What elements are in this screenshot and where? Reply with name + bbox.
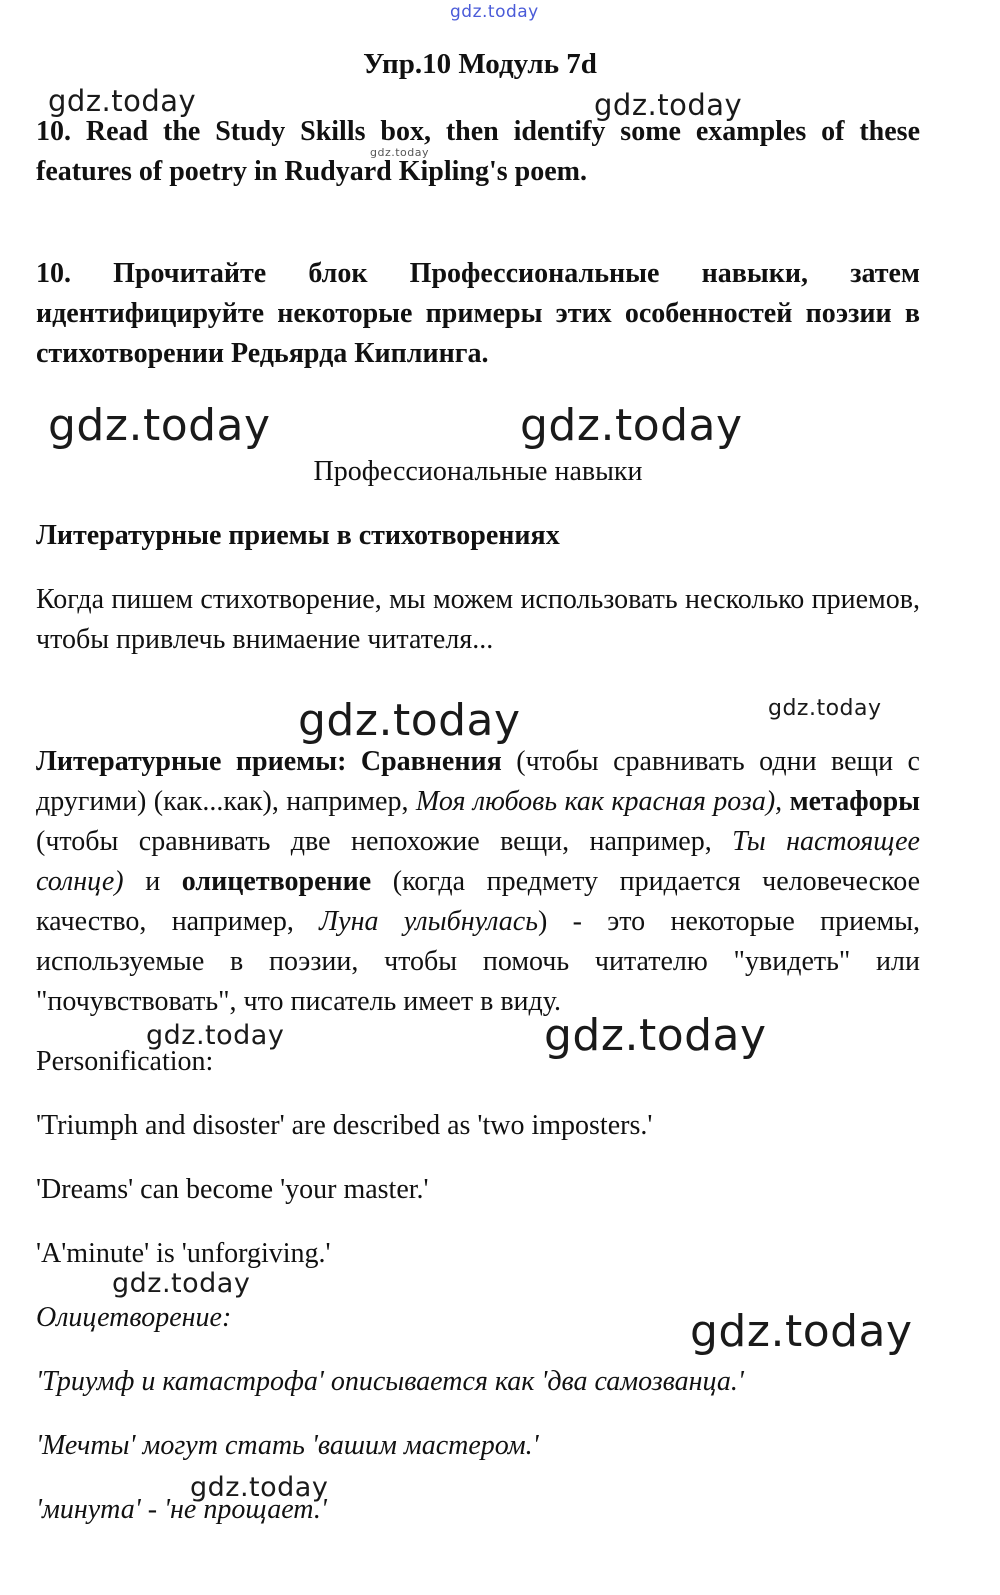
personification-label-en: Personification: [36, 1046, 214, 1077]
text-span: и [123, 866, 182, 897]
term-metaphor: метафоры [789, 786, 921, 817]
list-item: 'Triumph and disoster' are described as 'two imposters.' [36, 1110, 653, 1141]
term-personification: олицетворение [181, 866, 372, 897]
watermark-top: gdz.today [450, 2, 539, 22]
text-span: (чтобы сравнивать две непохожие вещи, например, [36, 826, 733, 857]
text-span [782, 786, 789, 817]
text-span: ) - это некоторые приемы, используемые в поэзии, чтобы помочь читателю "увидеть" или "почувствовать", что писатель имеет в виду. [36, 906, 921, 1017]
watermark: gdz.today [690, 1306, 913, 1357]
watermark: gdz.today [594, 88, 743, 122]
watermark: gdz.today [544, 1010, 767, 1061]
watermark: gdz.today [112, 1268, 251, 1299]
watermark: gdz.today [48, 84, 197, 118]
list-item: 'Мечты' могут стать 'вашим мастером.' [36, 1430, 539, 1461]
list-item: 'Dreams' can become 'your master.' [36, 1174, 429, 1205]
devices-heading: Литературные приемы: Сравнения [36, 746, 502, 777]
page-title: Упр.10 Модуль 7d [363, 48, 597, 80]
watermark: gdz.today [768, 696, 882, 721]
list-item: 'Триумф и катастрофа' описывается как 'два самозванца.' [36, 1366, 744, 1397]
list-item: 'минута' - 'не прощает.' [36, 1494, 327, 1525]
example-simile: Моя любовь как красная роза), [415, 786, 783, 817]
text-span: (чтобы сравнивать одни вещи с другими) (как...как), например, [36, 746, 920, 817]
watermark-small: gdz.today [370, 146, 430, 159]
watermark: gdz.today [48, 400, 271, 451]
task-russian: 10. Прочитайте блок Профессиональные навыки, затем идентифицируйте некоторые примеры этих особенностей поэзии в стихотворении Редьярда Киплинга. [36, 258, 920, 369]
personification-label-ru: Олицетворение: [36, 1302, 232, 1333]
devices-paragraph [36, 742, 920, 1022]
box-title: Профессиональные навыки [313, 456, 643, 487]
watermark: gdz.today [520, 400, 743, 451]
example-metaphor: Ты настоящее солнце) [36, 826, 920, 897]
watermark: gdz.today [190, 1472, 329, 1503]
intro-paragraph: Когда пишем стихотворение, мы можем использовать несколько приемов, чтобы привлечь внимаение читателя... [36, 584, 920, 655]
task-english: 10. Read the Study Skills box, then identify some examples of these features of poetry in Rudyard Kipling's poem. [36, 116, 920, 187]
watermark: gdz.today [298, 695, 521, 746]
example-personification: Луна улыбнулась [319, 906, 538, 937]
list-item: 'A'minute' is 'unforgiving.' [36, 1238, 331, 1269]
text-span: (когда предмету придается человеческое качество, например, [36, 866, 920, 937]
watermark: gdz.today [146, 1020, 285, 1051]
section-heading: Литературные приемы в стихотворениях [36, 520, 560, 551]
